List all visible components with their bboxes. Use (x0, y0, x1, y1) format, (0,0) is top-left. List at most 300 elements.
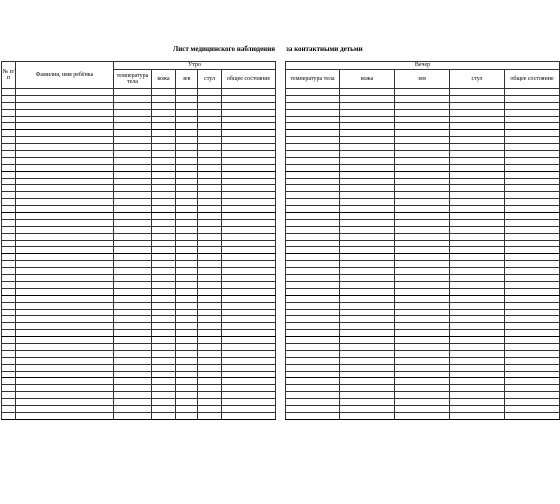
evening-table-row (286, 219, 560, 226)
morning-table-cell (176, 392, 198, 399)
evening-table-cell (505, 199, 560, 206)
morning-table-cell (176, 323, 198, 330)
evening-table-cell (450, 261, 505, 268)
evening-table-row (286, 185, 560, 192)
evening-table-row (286, 399, 560, 406)
evening-table-cell (286, 364, 340, 371)
title-part-2: за контактными детьми (286, 45, 363, 53)
morning-table-cell (16, 233, 114, 240)
morning-table-cell (16, 357, 114, 364)
morning-table-cell (2, 144, 16, 151)
evening-table-row (286, 371, 560, 378)
evening-table-cell (286, 151, 340, 158)
evening-table-cell (286, 185, 340, 192)
evening-table-cell (505, 343, 560, 350)
evening-table-cell (450, 275, 505, 282)
evening-table-cell (450, 350, 505, 357)
morning-skin-header: кожа (152, 70, 176, 89)
morning-table-cell (2, 392, 16, 399)
morning-table-cell (198, 337, 222, 344)
morning-table-cell (152, 130, 176, 137)
evening-table-cell (450, 102, 505, 109)
morning-throat-header: зев (176, 70, 198, 89)
morning-table-cell (114, 144, 152, 151)
evening-table-cell (286, 89, 340, 96)
evening-table-cell (340, 295, 395, 302)
morning-table-cell (16, 295, 114, 302)
morning-table-cell (152, 295, 176, 302)
morning-table-row (2, 219, 276, 226)
morning-table-cell (16, 137, 114, 144)
morning-table-row (2, 364, 276, 371)
evening-table-row (286, 281, 560, 288)
morning-table-cell (16, 302, 114, 309)
morning-table-cell (222, 275, 276, 282)
morning-table-cell (222, 371, 276, 378)
morning-table-cell (114, 330, 152, 337)
evening-table-cell (395, 281, 450, 288)
evening-stool-header: стул (450, 70, 505, 89)
morning-table-cell (176, 364, 198, 371)
morning-table-cell (222, 199, 276, 206)
evening-table-row (286, 247, 560, 254)
morning-table-cell (198, 330, 222, 337)
evening-table-cell (450, 144, 505, 151)
morning-table-row (2, 275, 276, 282)
evening-table-cell (395, 89, 450, 96)
morning-table-cell (114, 357, 152, 364)
morning-table-cell (176, 316, 198, 323)
morning-table-cell (2, 309, 16, 316)
evening-table-cell (450, 254, 505, 261)
morning-table-cell (198, 233, 222, 240)
morning-table-cell (114, 275, 152, 282)
evening-table-cell (395, 371, 450, 378)
evening-table-cell (286, 343, 340, 350)
evening-table-cell (286, 378, 340, 385)
morning-table-cell (198, 247, 222, 254)
morning-table-cell (198, 302, 222, 309)
evening-table-cell (450, 316, 505, 323)
evening-table-cell (395, 151, 450, 158)
evening-table-row (286, 288, 560, 295)
evening-table-cell (505, 357, 560, 364)
morning-table-cell (176, 247, 198, 254)
morning-table-cell (222, 288, 276, 295)
morning-table-row (2, 233, 276, 240)
morning-table-cell (222, 247, 276, 254)
evening-table-cell (505, 130, 560, 137)
morning-table-cell (2, 116, 16, 123)
morning-table-row (2, 164, 276, 171)
evening-table-cell (286, 261, 340, 268)
morning-table-cell (2, 281, 16, 288)
evening-table-row (286, 350, 560, 357)
evening-table-cell (395, 130, 450, 137)
evening-table-cell (395, 268, 450, 275)
morning-table-cell (198, 213, 222, 220)
morning-table-cell (176, 330, 198, 337)
evening-table-cell (450, 357, 505, 364)
evening-table-cell (505, 95, 560, 102)
morning-table-cell (114, 405, 152, 412)
morning-table-cell (2, 123, 16, 130)
morning-table-cell (198, 178, 222, 185)
evening-table-cell (450, 116, 505, 123)
morning-table-cell (152, 343, 176, 350)
evening-table-cell (395, 316, 450, 323)
evening-table-cell (395, 350, 450, 357)
morning-table-cell (114, 371, 152, 378)
morning-table-cell (176, 412, 198, 419)
evening-table-cell (340, 323, 395, 330)
evening-table-cell (340, 89, 395, 96)
evening-table-cell (286, 330, 340, 337)
morning-table-row (2, 144, 276, 151)
evening-table-cell (340, 178, 395, 185)
evening-table-cell (340, 130, 395, 137)
evening-table-cell (505, 151, 560, 158)
morning-table-cell (176, 226, 198, 233)
morning-table-cell (198, 116, 222, 123)
number-column-header: № п/п (2, 62, 16, 89)
evening-table-cell (450, 89, 505, 96)
morning-table-row (2, 295, 276, 302)
morning-table-cell (16, 192, 114, 199)
morning-table-cell (152, 254, 176, 261)
morning-table-cell (152, 109, 176, 116)
evening-table-cell (286, 295, 340, 302)
morning-table-cell (222, 309, 276, 316)
morning-table-cell (152, 323, 176, 330)
evening-table-cell (340, 102, 395, 109)
evening-table-row (286, 309, 560, 316)
evening-table-cell (286, 164, 340, 171)
morning-table-cell (16, 330, 114, 337)
morning-table-cell (222, 240, 276, 247)
morning-table-cell (114, 385, 152, 392)
morning-table-cell (114, 199, 152, 206)
morning-table-cell (2, 330, 16, 337)
morning-table-cell (2, 399, 16, 406)
morning-table-cell (2, 137, 16, 144)
evening-table-cell (505, 178, 560, 185)
morning-table-cell (176, 157, 198, 164)
evening-table-cell (340, 364, 395, 371)
morning-table-cell (152, 219, 176, 226)
morning-table-cell (152, 102, 176, 109)
evening-condition-header: общее состояние (505, 70, 560, 89)
morning-table-cell (198, 295, 222, 302)
morning-table-cell (2, 226, 16, 233)
morning-table-cell (152, 316, 176, 323)
morning-table-cell (198, 109, 222, 116)
evening-table-cell (505, 330, 560, 337)
morning-table-cell (222, 130, 276, 137)
morning-table-cell (152, 164, 176, 171)
evening-table-cell (505, 385, 560, 392)
morning-table-cell (198, 192, 222, 199)
evening-table-cell (505, 405, 560, 412)
morning-table-cell (2, 247, 16, 254)
evening-table-cell (505, 219, 560, 226)
morning-table-cell (152, 247, 176, 254)
morning-table-cell (222, 116, 276, 123)
evening-table-cell (450, 137, 505, 144)
evening-table-cell (450, 268, 505, 275)
evening-table-cell (505, 247, 560, 254)
evening-table-cell (450, 240, 505, 247)
morning-table-cell (114, 268, 152, 275)
evening-table-row (286, 199, 560, 206)
evening-table-cell (286, 137, 340, 144)
evening-table-cell (286, 357, 340, 364)
evening-table-row (286, 254, 560, 261)
morning-table-cell (114, 309, 152, 316)
morning-table-cell (176, 254, 198, 261)
morning-table-cell (152, 171, 176, 178)
morning-table-cell (222, 178, 276, 185)
morning-table-row (2, 350, 276, 357)
evening-table-cell (340, 213, 395, 220)
morning-table-cell (2, 95, 16, 102)
evening-table-cell (505, 192, 560, 199)
morning-table-cell (152, 144, 176, 151)
morning-table-cell (2, 261, 16, 268)
morning-table-cell (2, 378, 16, 385)
evening-table-cell (340, 330, 395, 337)
morning-table-row (2, 309, 276, 316)
morning-table-cell (114, 89, 152, 96)
evening-table-cell (286, 109, 340, 116)
morning-table-cell (2, 357, 16, 364)
morning-table-cell (176, 213, 198, 220)
evening-table-row (286, 178, 560, 185)
morning-table-row (2, 412, 276, 419)
evening-table-cell (286, 240, 340, 247)
morning-table-row (2, 405, 276, 412)
evening-table-cell (286, 350, 340, 357)
morning-table-cell (16, 116, 114, 123)
morning-table-cell (222, 399, 276, 406)
morning-table-cell (114, 123, 152, 130)
morning-table-cell (152, 357, 176, 364)
morning-table-cell (176, 240, 198, 247)
evening-table-cell (395, 364, 450, 371)
evening-table-cell (395, 102, 450, 109)
morning-table-row (2, 171, 276, 178)
evening-table-cell (450, 323, 505, 330)
morning-table-row (2, 157, 276, 164)
morning-table-row (2, 399, 276, 406)
evening-table-cell (395, 295, 450, 302)
evening-table-cell (505, 213, 560, 220)
evening-table-cell (505, 171, 560, 178)
morning-table-cell (2, 199, 16, 206)
morning-table-row (2, 206, 276, 213)
sheet-title (0, 45, 560, 57)
morning-table-cell (152, 157, 176, 164)
morning-table-cell (198, 378, 222, 385)
evening-table-cell (395, 157, 450, 164)
evening-table-cell (395, 254, 450, 261)
morning-table-cell (152, 337, 176, 344)
morning-table-cell (222, 89, 276, 96)
morning-table-cell (198, 364, 222, 371)
morning-table-cell (2, 219, 16, 226)
morning-table-cell (16, 102, 114, 109)
morning-table-row (2, 268, 276, 275)
morning-table-row (2, 116, 276, 123)
evening-table-row (286, 144, 560, 151)
evening-table-cell (286, 268, 340, 275)
evening-table-cell (505, 275, 560, 282)
morning-table-cell (152, 226, 176, 233)
evening-table-cell (286, 309, 340, 316)
evening-table-row (286, 102, 560, 109)
morning-table-cell (2, 130, 16, 137)
evening-table-row (286, 157, 560, 164)
morning-table-cell (16, 89, 114, 96)
morning-table-cell (222, 157, 276, 164)
evening-table-cell (505, 144, 560, 151)
evening-table-cell (450, 378, 505, 385)
evening-table-cell (450, 199, 505, 206)
evening-table-body (286, 89, 560, 420)
morning-table-cell (16, 323, 114, 330)
evening-table-cell (340, 199, 395, 206)
morning-table-cell (114, 337, 152, 344)
morning-table-cell (198, 219, 222, 226)
morning-table-cell (2, 295, 16, 302)
morning-table-cell (176, 95, 198, 102)
morning-table-cell (198, 171, 222, 178)
morning-table-cell (114, 350, 152, 357)
morning-table-cell (176, 371, 198, 378)
evening-table-row (286, 302, 560, 309)
evening-table-cell (286, 102, 340, 109)
morning-table-cell (222, 343, 276, 350)
morning-table-cell (2, 185, 16, 192)
morning-table-row (2, 247, 276, 254)
morning-table-cell (2, 171, 16, 178)
evening-table-row (286, 405, 560, 412)
evening-table-cell (395, 261, 450, 268)
evening-table-cell (395, 123, 450, 130)
morning-condition-header: общее состояние (222, 70, 276, 89)
morning-table-cell (198, 268, 222, 275)
morning-table-cell (222, 281, 276, 288)
morning-table-cell (222, 405, 276, 412)
evening-table-cell (450, 157, 505, 164)
evening-table-cell (505, 137, 560, 144)
morning-table-cell (16, 95, 114, 102)
evening-table-cell (505, 116, 560, 123)
evening-table-row (286, 109, 560, 116)
evening-table-cell (450, 302, 505, 309)
evening-table-cell (450, 206, 505, 213)
morning-table-cell (114, 240, 152, 247)
evening-table-cell (450, 192, 505, 199)
evening-table-cell (395, 206, 450, 213)
evening-table-cell (340, 268, 395, 275)
morning-table-cell (198, 405, 222, 412)
evening-table-cell (505, 337, 560, 344)
morning-table-row (2, 281, 276, 288)
morning-table-cell (198, 309, 222, 316)
evening-table-cell (395, 185, 450, 192)
morning-table-cell (2, 337, 16, 344)
evening-table-cell (340, 288, 395, 295)
evening-table-cell (340, 206, 395, 213)
evening-table-cell (395, 357, 450, 364)
morning-table-cell (176, 343, 198, 350)
morning-group-header: Утро (114, 62, 276, 70)
evening-table-cell (340, 399, 395, 406)
evening-table-row (286, 261, 560, 268)
morning-table-cell (176, 295, 198, 302)
evening-table-cell (340, 123, 395, 130)
evening-table-cell (505, 261, 560, 268)
evening-table-row (286, 364, 560, 371)
morning-table-cell (222, 392, 276, 399)
morning-table-cell (2, 157, 16, 164)
evening-table-cell (450, 247, 505, 254)
morning-table-cell (114, 323, 152, 330)
morning-table-cell (222, 254, 276, 261)
morning-table-cell (176, 281, 198, 288)
evening-table-cell (505, 254, 560, 261)
morning-table-cell (222, 357, 276, 364)
morning-table-cell (176, 385, 198, 392)
evening-table-cell (340, 247, 395, 254)
evening-table-cell (286, 399, 340, 406)
evening-table-cell (286, 144, 340, 151)
morning-table-cell (152, 309, 176, 316)
morning-table-cell (2, 89, 16, 96)
evening-table-cell (450, 171, 505, 178)
morning-table-cell (16, 185, 114, 192)
evening-table-cell (505, 323, 560, 330)
morning-table-cell (114, 302, 152, 309)
evening-table-row (286, 392, 560, 399)
evening-table-cell (340, 357, 395, 364)
morning-table-cell (114, 137, 152, 144)
morning-table-row (2, 343, 276, 350)
evening-table-cell (450, 109, 505, 116)
evening-table-cell (505, 226, 560, 233)
evening-table-cell (340, 254, 395, 261)
evening-table-cell (395, 233, 450, 240)
evening-table-cell (450, 213, 505, 220)
morning-table-cell (16, 199, 114, 206)
morning-table-cell (222, 206, 276, 213)
morning-table-cell (222, 316, 276, 323)
evening-table-cell (450, 233, 505, 240)
evening-table-cell (340, 392, 395, 399)
morning-table-cell (2, 364, 16, 371)
morning-table-cell (16, 385, 114, 392)
evening-table-cell (395, 412, 450, 419)
evening-table-cell (505, 123, 560, 130)
morning-table-cell (114, 378, 152, 385)
morning-table-row (2, 385, 276, 392)
evening-table-cell (286, 412, 340, 419)
evening-table-cell (286, 405, 340, 412)
evening-table-cell (450, 185, 505, 192)
evening-table-cell (395, 378, 450, 385)
morning-table-row (2, 89, 276, 96)
